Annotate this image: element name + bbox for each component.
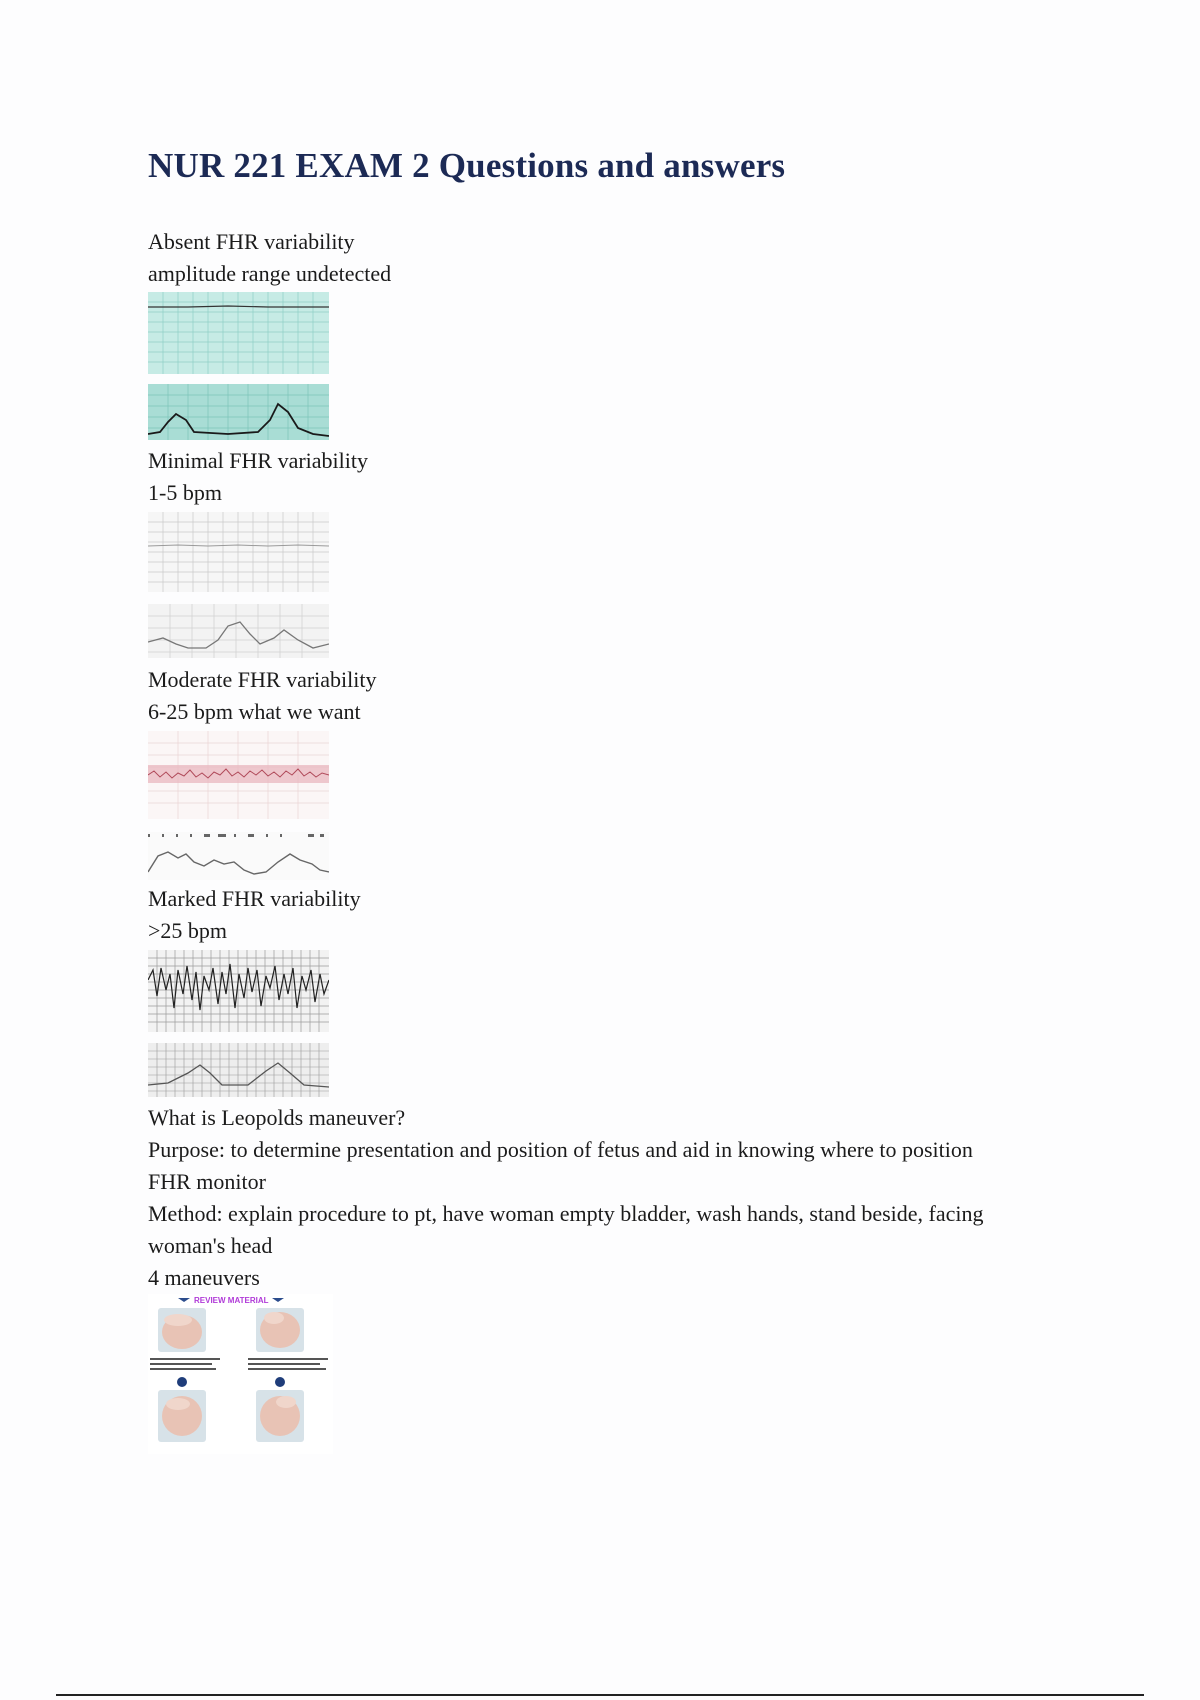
absent-fhr-contraction-image — [148, 384, 329, 440]
item-moderate-term: Moderate FHR variability — [148, 667, 377, 692]
leopold-photo-2 — [256, 1308, 304, 1352]
leopold-purpose-line-2: FHR monitor — [148, 1169, 266, 1194]
marked-fhr-tracing-image — [148, 950, 329, 1032]
figure-banner: REVIEW MATERIAL — [194, 1296, 269, 1305]
item-moderate-answer: 6-25 bpm what we want — [148, 699, 361, 724]
leopold-maneuvers-figure — [148, 1294, 333, 1454]
leopold-photo-1 — [158, 1308, 206, 1352]
leopold-purpose-line-1: Purpose: to determine presentation and position of fetus and aid in knowing where to position — [148, 1137, 973, 1162]
leopold-question: What is Leopolds maneuver? — [148, 1105, 406, 1130]
marked-fhr-contraction-image — [148, 1043, 329, 1097]
item-marked-term: Marked FHR variability — [148, 886, 361, 911]
moderate-fhr-contraction-image — [148, 832, 329, 880]
item-minimal-answer: 1-5 bpm — [148, 480, 222, 505]
moderate-fhr-tracing-image — [148, 731, 329, 819]
item-marked-answer: >25 bpm — [148, 918, 228, 943]
leopold-photo-3 — [158, 1390, 206, 1442]
minimal-fhr-contraction-image — [148, 604, 329, 658]
leopold-method-line-2: woman's head — [148, 1233, 273, 1258]
page-title: NUR 221 EXAM 2 Questions and answers — [148, 146, 786, 185]
item-absent-term: Absent FHR variability — [148, 229, 355, 254]
item-minimal-term: Minimal FHR variability — [148, 448, 368, 473]
leopold-photo-4 — [256, 1390, 304, 1442]
item-absent-answer: amplitude range undetected — [148, 261, 392, 286]
minimal-fhr-tracing-image — [148, 512, 329, 592]
leopold-count: 4 maneuvers — [148, 1265, 260, 1290]
bottom-rule — [56, 1694, 1144, 1696]
leopold-method-line-1: Method: explain procedure to pt, have woman empty bladder, wash hands, stand beside, facing — [148, 1201, 984, 1226]
absent-fhr-tracing-image — [148, 292, 329, 374]
